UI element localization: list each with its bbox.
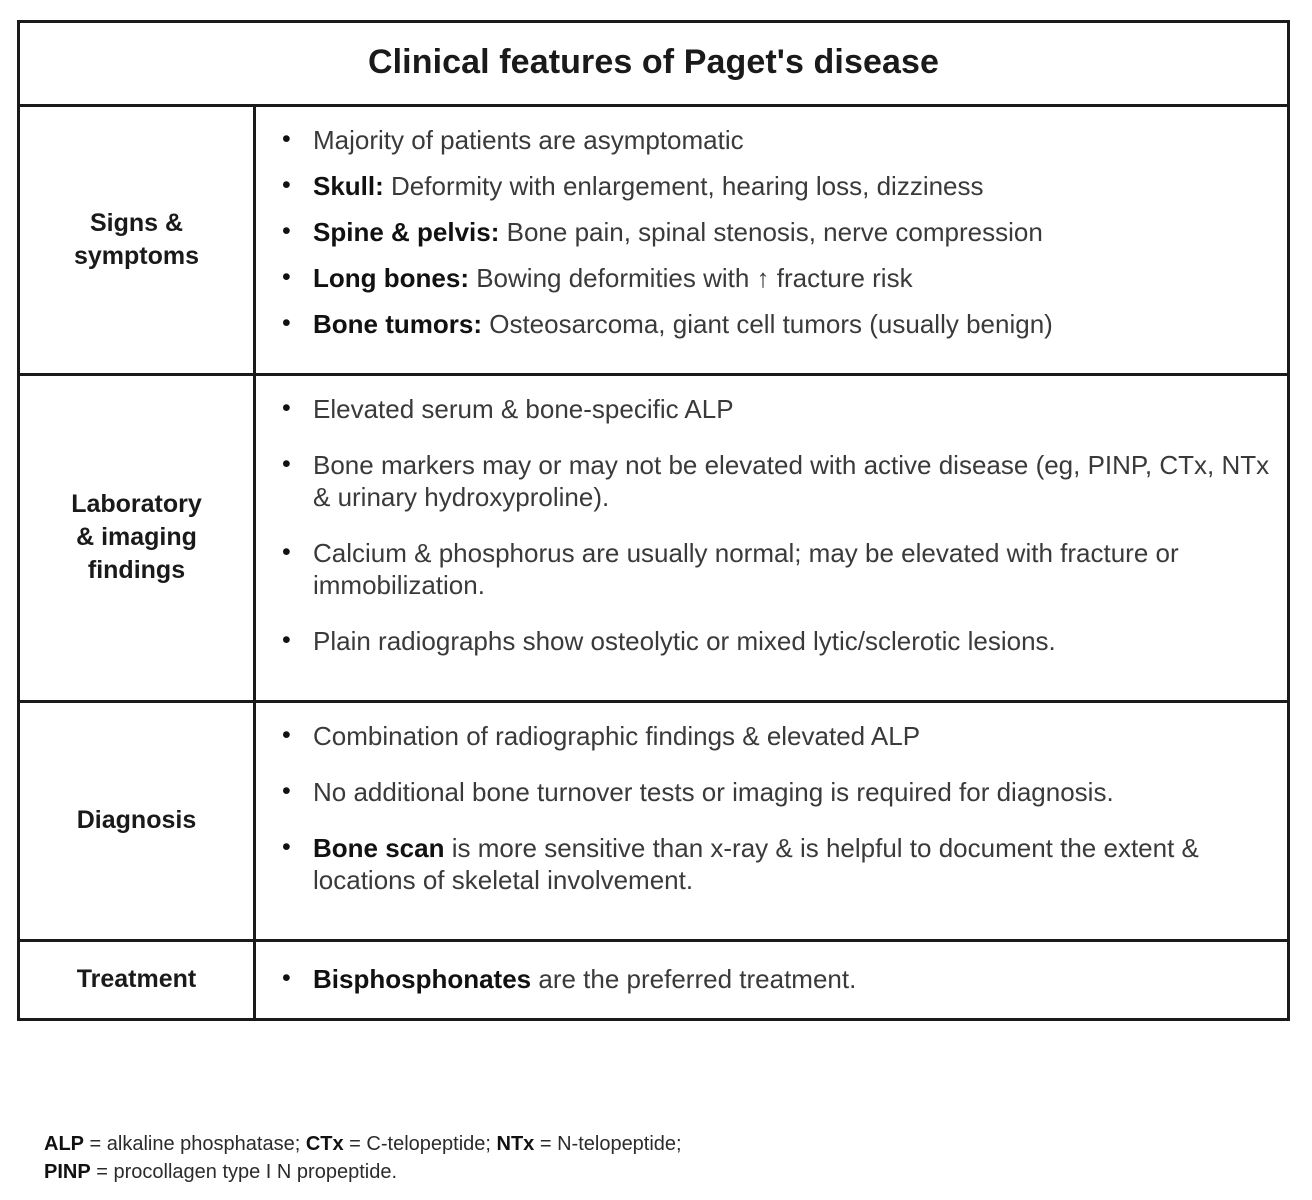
- footnote-text: = N-telopeptide;: [534, 1133, 682, 1155]
- footnote-abbr: PINP: [44, 1161, 91, 1184]
- row-label-line: symptoms: [73, 241, 200, 270]
- footnote-abbr: ALP: [44, 1133, 84, 1155]
- bullet-list: [278, 394, 1271, 658]
- row-label-line: Diagnosis: [76, 806, 197, 835]
- row-label-treatment: [19, 940, 255, 1019]
- bullet-text: Plain radiographs show osteolytic or mixed lytic/sclerotic lesions.: [313, 625, 1056, 656]
- table-title-row: [19, 22, 1289, 106]
- bullet-text: Elevated serum & bone-specific ALP: [313, 393, 734, 424]
- list-item: [278, 450, 1271, 514]
- bullet-text: Bowing deformities with ↑ fracture risk: [476, 262, 913, 293]
- bullet-text: are the preferred treatment.: [538, 963, 857, 994]
- footnote-text: = procollagen type I N propeptide.: [90, 1161, 397, 1184]
- row-content-diagnosis: [255, 701, 1289, 940]
- row-content-treatment: [255, 940, 1289, 1019]
- bullet-lead: Bone scan: [313, 832, 445, 863]
- table-footnote: [44, 1130, 1144, 1187]
- row-label-laboratory-imaging: [19, 374, 255, 701]
- list-item: [278, 833, 1271, 897]
- list-item: [278, 626, 1271, 658]
- bullet-lead: Bone tumors:: [313, 308, 482, 339]
- table-body: [19, 22, 1289, 1020]
- bullet-text: No additional bone turnover tests or imaging is required for diagnosis.: [313, 776, 1114, 807]
- row-label-line: Signs &: [89, 208, 184, 237]
- bullet-text: Bone markers may or may not be elevated with active disease (eg, PINP, CTx, NTx & urinary hydroxyproline).: [313, 449, 1270, 512]
- list-item: [278, 394, 1271, 426]
- row-label-line: & imaging: [76, 523, 197, 552]
- footnote-abbr: NTx: [496, 1133, 535, 1155]
- list-item: [278, 125, 1271, 157]
- table-title: Clinical features of Paget's disease: [19, 22, 1289, 106]
- bullet-lead: Bisphosphonates: [313, 963, 532, 994]
- bullet-list: [278, 964, 1271, 996]
- table-row: [19, 374, 1289, 701]
- list-item: [278, 538, 1271, 602]
- footnote-line-1: [44, 1130, 1144, 1158]
- row-label-line: Laboratory: [71, 490, 202, 519]
- row-label-line: findings: [87, 556, 186, 585]
- bullet-text: Combination of radiographic findings & elevated ALP: [313, 720, 921, 751]
- list-item: [278, 171, 1271, 203]
- list-item: [278, 309, 1271, 341]
- bullet-lead: Long bones:: [313, 262, 469, 293]
- bullet-list: [278, 721, 1271, 897]
- list-item: [278, 777, 1271, 809]
- footnote-line-2: [44, 1158, 1144, 1186]
- footnote-abbr: CTx: [305, 1133, 344, 1155]
- list-item: [278, 217, 1271, 249]
- list-item: [278, 721, 1271, 753]
- footnote-text: = C-telopeptide;: [343, 1133, 497, 1155]
- bullet-lead: Skull:: [313, 170, 384, 201]
- table-row: [19, 106, 1289, 375]
- bullet-text: Osteosarcoma, giant cell tumors (usually benign): [489, 308, 1053, 339]
- clinical-features-table: [17, 20, 1290, 1021]
- footnote-text: = alkaline phosphatase;: [84, 1133, 306, 1155]
- clinical-features-table-container: [17, 20, 1290, 1021]
- row-content-signs-symptoms: [255, 106, 1289, 375]
- row-content-laboratory-imaging: [255, 374, 1289, 701]
- table-row: [19, 940, 1289, 1019]
- list-item: [278, 964, 1271, 996]
- row-label-signs-symptoms: [19, 106, 255, 375]
- bullet-text: is more sensitive than x-ray & is helpful to document the extent & locations of skeletal involvement.: [313, 832, 1199, 895]
- row-label-line: Treatment: [76, 965, 197, 994]
- table-row: [19, 701, 1289, 940]
- row-label-diagnosis: [19, 701, 255, 940]
- list-item: [278, 263, 1271, 295]
- bullet-text: Bone pain, spinal stenosis, nerve compression: [506, 216, 1043, 247]
- bullet-lead: Spine & pelvis:: [313, 216, 500, 247]
- bullet-text: Calcium & phosphorus are usually normal; may be elevated with fracture or immobilization.: [313, 537, 1179, 600]
- bullet-text: Deformity with enlargement, hearing loss, dizziness: [391, 170, 984, 201]
- bullet-list: [278, 125, 1271, 341]
- bullet-text: Majority of patients are asymptomatic: [313, 125, 744, 155]
